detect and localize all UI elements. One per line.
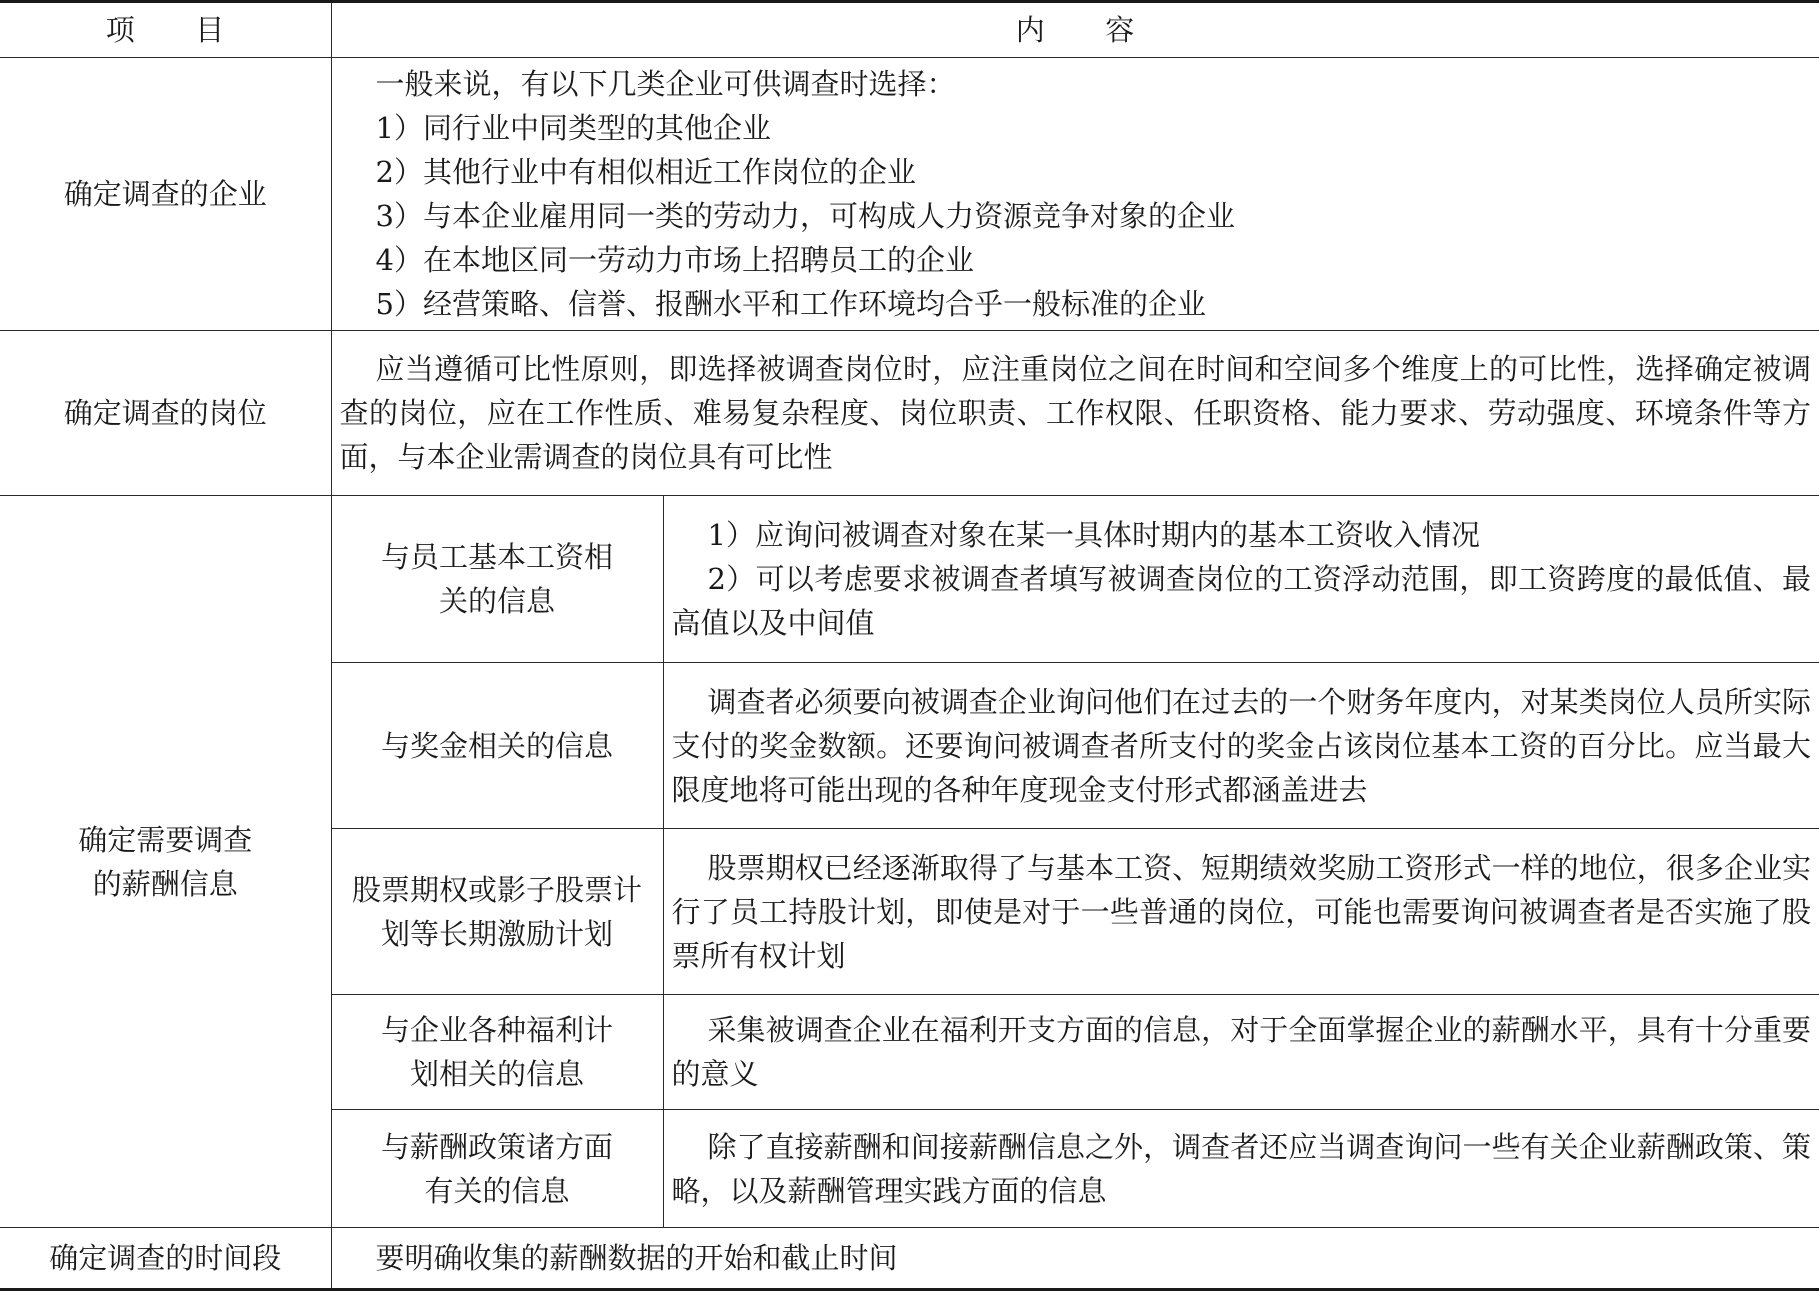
enterprise-item-2: 2）其他行业中有相似相近工作岗位的企业	[375, 155, 916, 189]
salary-label-text: 确定需要调查的薪酬信息	[78, 822, 253, 901]
enterprise-item-3: 3）与本企业雇用同一类的劳动力，可构成人力资源竞争对象的企业	[375, 199, 1235, 233]
welfare-label-text: 与企业各种福利计划相关的信息	[380, 1013, 613, 1091]
enterprise-intro: 一般来说，有以下几类企业可供调查时选择：	[375, 67, 956, 101]
sub-label-welfare	[331, 995, 663, 1110]
welfare-text: 采集被调查企业在福利开支方面的信息，对于全面掌握企业的薪酬水平，具有十分重要的意义	[671, 1013, 1811, 1091]
row-position	[0, 331, 1819, 496]
row-content-position	[331, 331, 1819, 496]
sub-content-bonus	[663, 663, 1819, 829]
stock-text: 股票期权已经逐渐取得了与基本工资、短期绩效奖励工资形式一样的地位，很多企业实行了员工持股计划，即使是对于一些普通的岗位，可能也需要询问被调查者是否实施了股票所有权计划	[671, 850, 1811, 973]
sub-content-welfare	[663, 995, 1819, 1110]
sub-label-policy	[331, 1110, 663, 1228]
row-enterprise	[0, 58, 1819, 331]
enterprise-item-4: 4）在本地区同一劳动力市场上招聘员工的企业	[375, 243, 974, 277]
header-item	[0, 2, 331, 58]
period-text: 要明确收集的薪酬数据的开始和截止时间	[375, 1241, 898, 1275]
table-header-row	[0, 2, 1819, 58]
enterprise-item-5: 5）经营策略、信誉、报酬水平和工作环境均合乎一般标准的企业	[375, 287, 1206, 321]
header-item-char-2: 目	[195, 13, 225, 47]
header-item-char-1: 项	[105, 13, 136, 47]
sub-label-basic-wage	[331, 496, 663, 663]
row-label-enterprise: 确定调查的企业	[0, 58, 331, 331]
row-label-period: 确定调查的时间段	[0, 1228, 331, 1290]
policy-label-text: 与薪酬政策诸方面有关的信息	[380, 1129, 613, 1208]
stock-label-text: 股票期权或影子股票计划等长期激励计划	[351, 872, 642, 951]
row-period	[0, 1228, 1819, 1290]
header-content-char-2: 容	[1105, 13, 1135, 47]
row-salary-basic	[0, 496, 1819, 663]
sub-content-stock	[663, 829, 1819, 995]
position-text: 应当遵循可比性原则，即选择被调查岗位时，应注重岗位之间在时间和空间多个维度上的可比性，选择确定被调查的岗位，应在工作性质、难易复杂程度、岗位职责、工作权限、任职资格、能力要求、劳动强度、环境条件等方面，与本企业需调查的岗位具有可比性	[339, 352, 1811, 474]
sub-content-basic-wage	[663, 496, 1819, 663]
header-content	[331, 2, 1819, 58]
row-content-period	[331, 1228, 1819, 1290]
basic-wage-line-2: 2）可以考虑要求被调查者填写被调查岗位的工资浮动范围，即工资跨度的最低值、最高值以及中间值	[671, 562, 1811, 640]
basic-wage-label-text: 与员工基本工资相关的信息	[380, 540, 613, 618]
bonus-text: 调查者必须要向被调查企业询问他们在过去的一个财务年度内，对某类岗位人员所实际支付的奖金数额。还要询问被调查者所支付的奖金占该岗位基本工资的百分比。应当最大限度地将可能出现的各种年度现金支付形式都涵盖进去	[671, 684, 1811, 807]
row-label-salary	[0, 496, 331, 1228]
sub-content-policy	[663, 1110, 1819, 1228]
row-label-position: 确定调查的岗位	[0, 331, 331, 496]
sub-label-bonus: 与奖金相关的信息	[331, 663, 663, 829]
policy-text: 除了直接薪酬和间接薪酬信息之外，调查者还应当调查询问一些有关企业薪酬政策、策略，以及薪酬管理实践方面的信息	[671, 1129, 1811, 1208]
basic-wage-line-1: 1）应询问被调查对象在某一具体时期内的基本工资收入情况	[707, 518, 1480, 552]
enterprise-item-1: 1）同行业中同类型的其他企业	[375, 111, 771, 145]
row-content-enterprise	[331, 58, 1819, 331]
sub-label-stock	[331, 829, 663, 995]
header-content-char-1: 内	[1015, 13, 1046, 47]
